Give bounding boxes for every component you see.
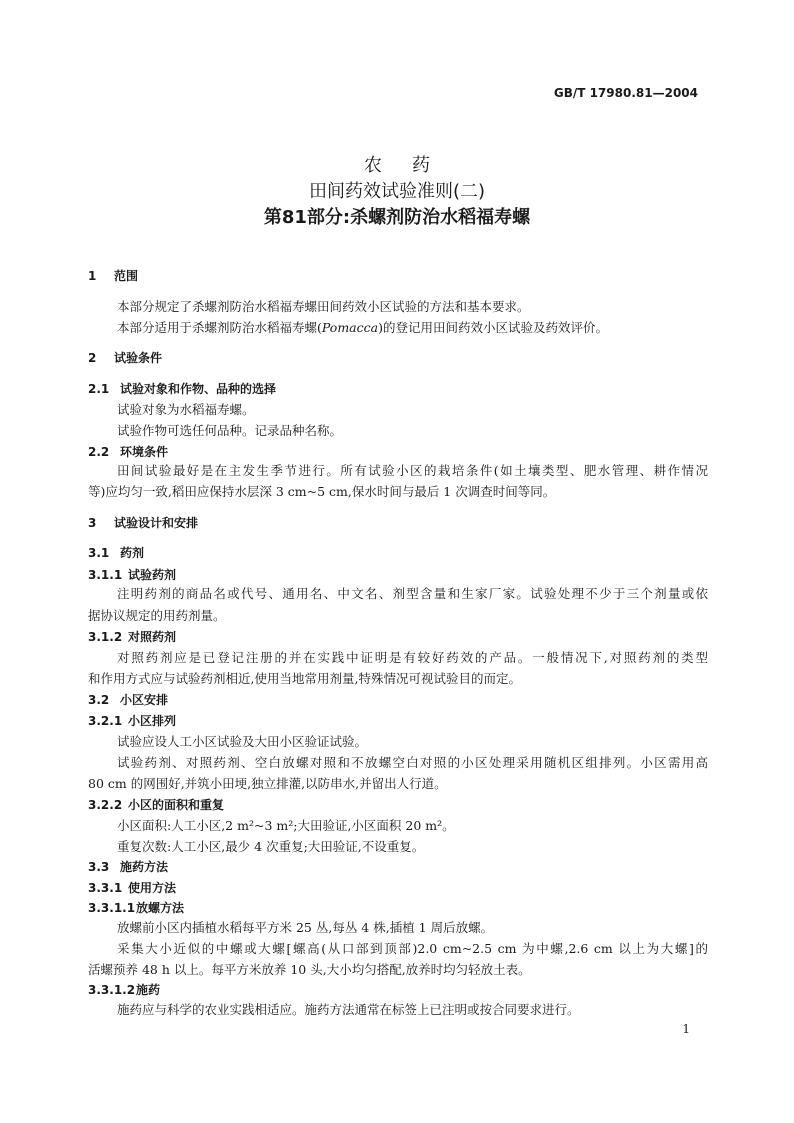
section-number: 3.3 (88, 860, 110, 874)
section-3-3-1-heading (88, 878, 708, 898)
section-number: 3.1.2 (88, 630, 123, 644)
section-title: 对照药剂 (128, 630, 177, 644)
section-number: 3.3.1.1 (88, 901, 136, 915)
paragraph-continued: 据协议规定的用药剂量。 (88, 608, 226, 623)
section-3-2-1-heading (88, 711, 708, 731)
section-3-3-1-1-heading (88, 898, 708, 918)
section-title: 小区安排 (120, 693, 169, 707)
title-line-2: 田间药效试验准则(二) (308, 181, 486, 202)
section-2-1-heading (88, 379, 708, 399)
section-3-2-2-heading (88, 795, 708, 815)
section-number: 3.2 (88, 693, 110, 707)
section-number: 3.2.2 (88, 798, 123, 812)
section-number: 2 (88, 351, 97, 365)
section-title: 小区的面积和重复 (128, 798, 225, 812)
section-3-heading (88, 513, 708, 533)
section-number: 2.1 (88, 382, 110, 396)
section-title: 试验条件 (114, 351, 163, 365)
section-title: 试验对象和作物、品种的选择 (120, 382, 277, 396)
section-2-heading (88, 348, 708, 368)
section-number: 1 (88, 269, 97, 283)
section-title: 小区排列 (128, 714, 177, 728)
paragraph: 本部分适用于杀螺剂防治水稻福寿螺(Pomacca)的登记用田间药效小区试验及药效评价。 (117, 320, 608, 335)
paragraph-continued: 和作用方式应与试验药剂相近,使用当地常用剂量,特殊情况可视试验目的而定。 (88, 671, 521, 686)
standard-code: GB/T 17980.81—2004 (553, 86, 698, 100)
section-3-3-heading (88, 857, 708, 877)
paragraph-continued: 80 cm 的网围好,并筑小田埂,独立排灌,以防串水,并留出人行道。 (88, 776, 447, 791)
section-title: 药剂 (120, 546, 145, 560)
paragraph: 施药应与科学的农业实践相适应。施药方法通常在标签上已注明或按合同要求进行。 (117, 1002, 580, 1017)
paragraph: 采集大小近似的中螺或大螺[螺高(从口部到顶部)2.0 cm~2.5 cm 为中螺,2.6 cm 以上为大螺]的 (117, 941, 708, 956)
section-number: 2.2 (88, 445, 110, 459)
section-2-2-heading (88, 442, 708, 462)
paragraph: 试验作物可选任何品种。记录品种名称。 (117, 423, 343, 438)
section-3-3-1-2-heading (88, 980, 708, 1000)
paragraph-continued: 等)应均匀一致,稻田应保持水层深 3 cm~5 cm,保水时间与最后 1 次调查时间等同。 (88, 484, 556, 499)
paragraph: 放螺前小区内插植水稻每平方米 25 丛,每丛 4 株,插植 1 周后放螺。 (117, 920, 494, 935)
section-number: 3 (88, 516, 97, 530)
section-number: 3.1.1 (88, 568, 123, 582)
paragraph: 小区面积:人工小区,2 m²~3 m²;大田验证,小区面积 20 m²。 (117, 818, 455, 833)
section-title: 试验设计和安排 (114, 516, 199, 530)
paragraph: 注明药剂的商品名或代号、通用名、中文名、剂型含量和生家厂家。试验处理不少于三个剂量或依 (117, 586, 708, 601)
section-title: 施药 (136, 983, 161, 997)
section-number: 3.1 (88, 546, 110, 560)
paragraph: 试验对象为水稻福寿螺。 (117, 402, 255, 417)
title-line-1: 农药 (364, 155, 460, 176)
section-title: 试验药剂 (128, 568, 177, 582)
paragraph: 试验应设人工小区试验及大田小区验证试验。 (117, 734, 368, 749)
title-line-3: 第81部分:杀螺剂防治水稻福寿螺 (263, 207, 531, 228)
section-number: 3.2.1 (88, 714, 123, 728)
section-3-1-2-heading (88, 627, 708, 647)
section-title: 施药方法 (120, 860, 169, 874)
section-3-1-heading (88, 543, 708, 563)
paragraph: 试验药剂、对照药剂、空白放螺对照和不放螺空白对照的小区处理采用随机区组排列。小区需用高 (117, 755, 708, 770)
section-1-heading (88, 266, 708, 286)
section-title: 放螺方法 (136, 901, 185, 915)
section-3-1-1-heading (88, 565, 708, 585)
paragraph: 重复次数:人工小区,最少 4 次重复;大田验证,不设重复。 (117, 839, 425, 854)
paragraph-continued: 活螺预养 48 h 以上。每平方米放养 10 头,大小均匀搭配,放养时均匀轻放土表。 (88, 962, 531, 977)
section-title: 使用方法 (128, 881, 177, 895)
paragraph: 本部分规定了杀螺剂防治水稻福寿螺田间药效小区试验的方法和基本要求。 (117, 299, 530, 314)
section-3-2-heading (88, 690, 708, 710)
page-number: 1 (682, 1022, 690, 1036)
latin-name: Pomacca (321, 320, 379, 335)
paragraph: 田间试验最好是在主发生季节进行。所有试验小区的栽培条件(如土壤类型、肥水管理、耕作情况 (117, 463, 708, 478)
section-number: 3.3.1 (88, 881, 123, 895)
paragraph: 对照药剂应是已登记注册的并在实践中证明是有较好药效的产品。一般情况下,对照药剂的类型 (117, 650, 708, 665)
section-title: 范围 (114, 269, 139, 283)
section-title: 环境条件 (120, 445, 169, 459)
section-number: 3.3.1.2 (88, 983, 136, 997)
